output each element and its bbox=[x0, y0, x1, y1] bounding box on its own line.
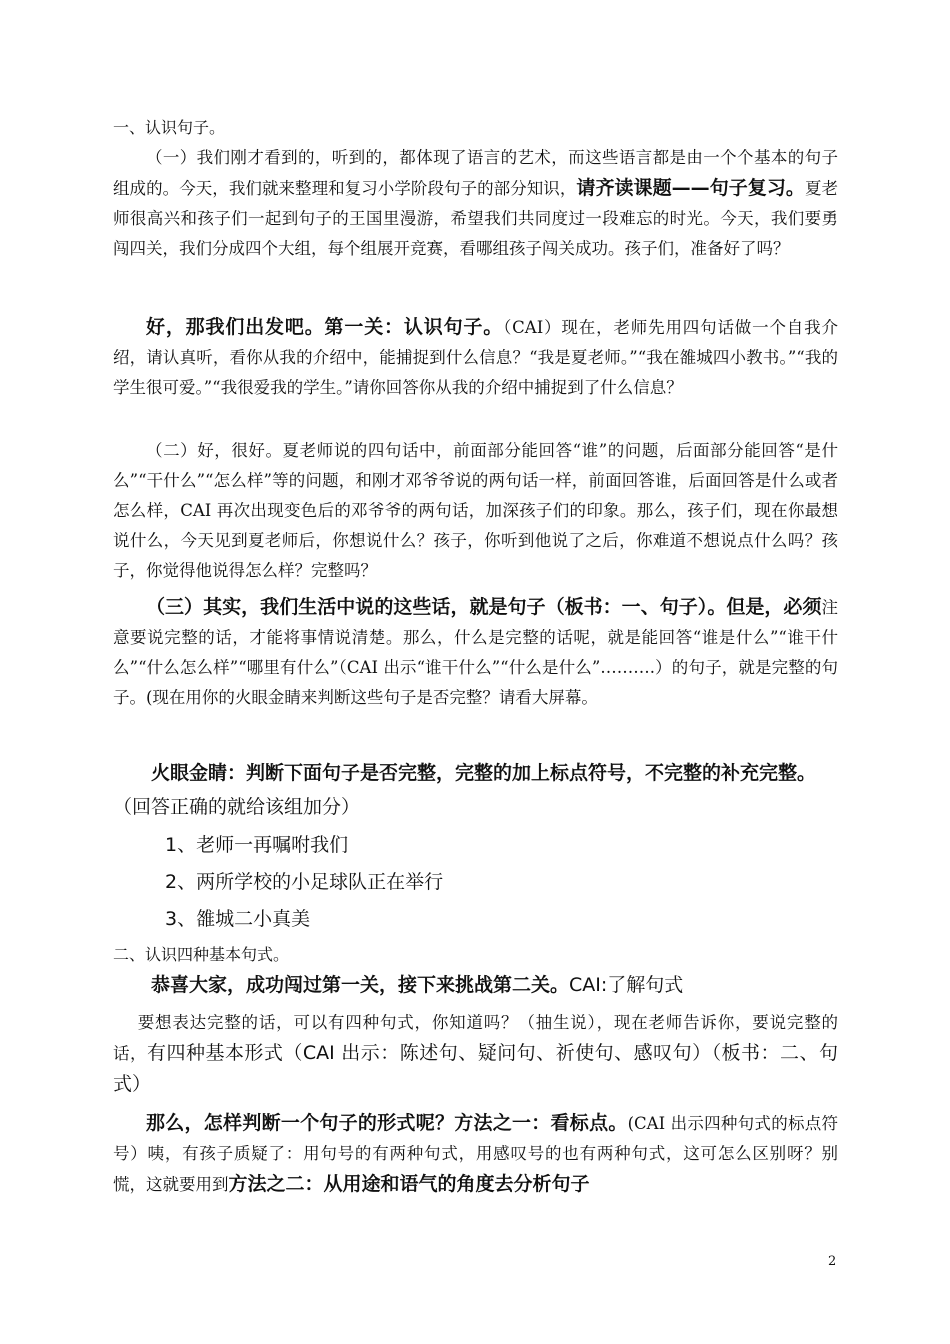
section-heading-1: 一、认识句子。 bbox=[113, 118, 226, 137]
four-sentence-types: 有四种基本形式（CAI 出示：陈述句、疑问句、祈使句、感叹句）（板书：二、句式） bbox=[113, 1042, 838, 1095]
paragraph-5: 火眼金睛：判断下面句子是否完整，完整的加上标点符号，不完整的补充完整。（回答正确的就给该组加分） bbox=[113, 762, 817, 818]
list-item: 3、雒城二小真美 bbox=[165, 908, 311, 930]
bold-task: 火眼金睛：判断下面句子是否完整，完整的加上标点符号，不完整的补充完整。 bbox=[151, 762, 817, 784]
bold-level-one: 好，那我们出发吧。第一关：认识句子。 bbox=[146, 316, 504, 338]
bold-instruction: 请齐读课题——句子复习。 bbox=[576, 177, 805, 199]
paragraph-1: （一）我们刚才看到的，听到的，都体现了语言的艺术，而这些语言都是由一个个基本的句子组成的。今天，我们就来整理和复习小学阶段句子的部分知识，请齐读课题——句子复习。夏老师很高兴和孩子们一起到句子的王国里漫游，希望我们共同度过一段难忘的时光。今天，我们要勇闯四关，我们分成四个大组，每个组展开竞赛，看哪组孩子闯关成功。孩子们，准备好了吗？ bbox=[113, 148, 838, 258]
paragraph-7: 要想表达完整的话，可以有四种句式，你知道吗？（抽生说），现在老师告诉你，要说完整的话，有四种基本形式（CAI 出示：陈述句、疑问句、祈使句、感叹句）（板书：二、句式） bbox=[113, 1013, 838, 1095]
list-item: 2、两所学校的小足球队正在举行 bbox=[165, 871, 444, 893]
section-heading-2: 二、认识四种基本句式。 bbox=[113, 945, 290, 964]
paragraph-3: （二）好，很好。夏老师说的四句话中，前面部分能回答“谁”的问题，后面部分能回答“是什么”“干什么”“怎么样”等的问题，和刚才邓爷爷说的两句话一样，前面回答谁，后面回答是什么或者怎么样，CAI 再次出现变色后的邓爷爷的两句话，加深孩子们的印象。那么，孩子们，现在你最想说什么，今天见到夏老师后，你想说什么？孩子，你听到他说了之后，你难道不想说点什么吗？孩子，你觉得他说得怎么样？完整吗？ bbox=[113, 441, 838, 580]
exercise-list bbox=[113, 832, 838, 943]
paragraph-6: 恭喜大家，成功闯过第一关，接下来挑战第二关。CAI:了解句式 bbox=[151, 974, 684, 996]
page-number: 2 bbox=[828, 1254, 837, 1269]
paragraph-8: 那么，怎样判断一个句子的形式呢？方法之一：看标点。(CAI 出示四种句式的标点符号）咦，有孩子质疑了：用句号的有两种句式，用感叹号的也有两种句式，这可怎么区别呀？别慌，这就要用到方法之二：从用途和语气的角度去分析句子 bbox=[113, 1112, 838, 1195]
list-item: 1、老师一再嘱咐我们 bbox=[165, 834, 349, 856]
paragraph-2: 好，那我们出发吧。第一关：认识句子。（CAI）现在，老师先用四句话做一个自我介绍，请认真听，看你从我的介绍中，能捕捉到什么信息？“我是夏老师。”“我在雒城四小教书。”“我的学生很可爱。”“我很爱我的学生。”请你回答你从我的介绍中捕捉到了什么信息？ bbox=[113, 316, 838, 397]
paragraph-4: （三）其实，我们生活中说的这些话，就是句子（板书：一、句子）。但是，必须注意要说完整的话，才能将事情说清楚。那么，什么是完整的话呢，就是能回答“谁是什么”“谁干什么”“什么怎么样”“哪里有什么”（CAI 出示“谁干什么”“什么是什么”……….）的句子，就是完整的句子。(现在用你的火眼金睛来判断这些句子是否完整？请看大屏幕。 bbox=[113, 596, 838, 707]
bold-sentence-definition: （三）其实，我们生活中说的这些话，就是句子（板书：一、句子）。但是，必须 bbox=[146, 596, 822, 618]
